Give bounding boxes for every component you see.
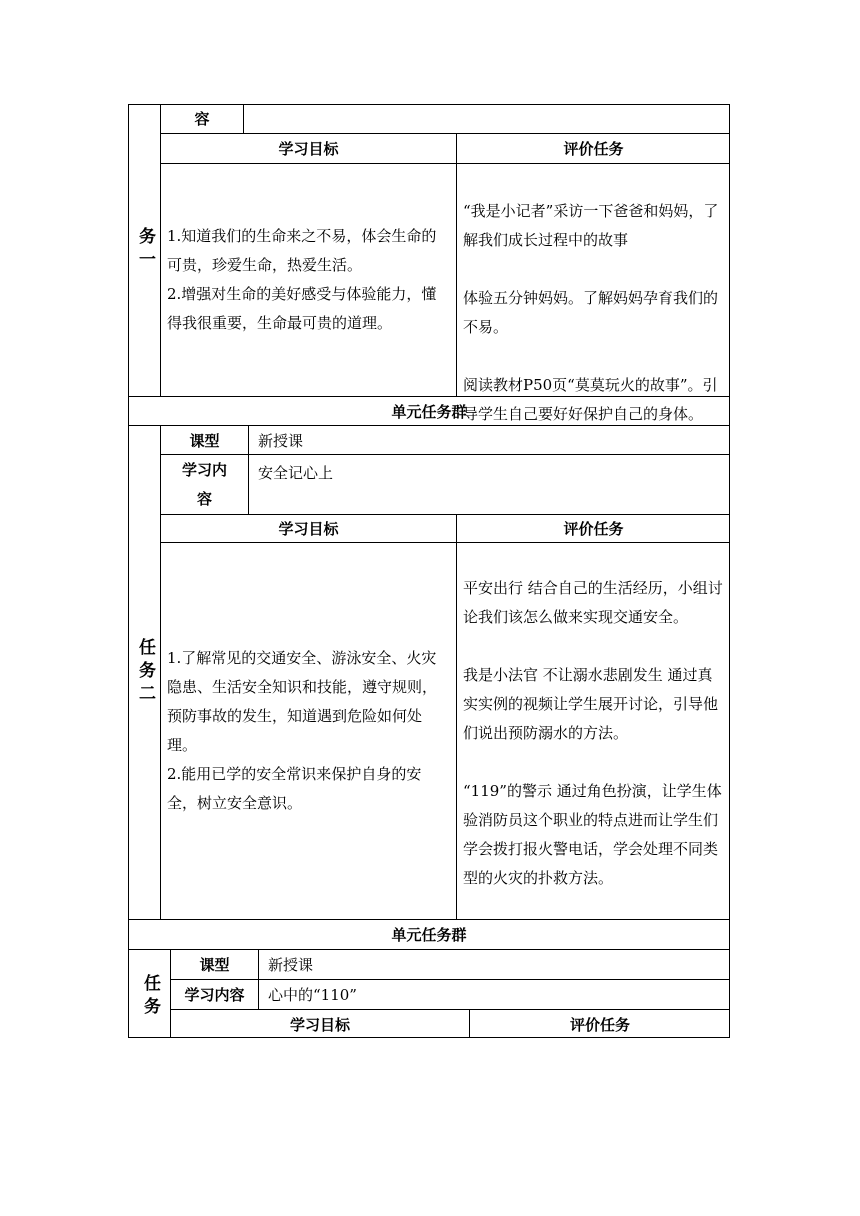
section2-content-label-text: 学习内容	[181, 460, 227, 508]
section2-objectives	[161, 543, 456, 919]
section3-lesson-type-value	[259, 950, 730, 979]
unit-task-group-label	[128, 920, 730, 949]
section3-lesson-type-label	[171, 950, 258, 979]
section3-content-value-text: 心中的“110”	[268, 986, 357, 1004]
section2-content-value	[249, 455, 730, 489]
section2-objectives-header-text: 学习目标	[278, 520, 339, 538]
section2-evaluation	[457, 543, 730, 919]
section3-side-text: 任务	[140, 974, 160, 1020]
section1-evaluation	[457, 164, 730, 423]
section2-lesson-type-value	[249, 426, 730, 454]
section2-objective-item: 2.能用已学的安全常识来保护自身的安全，树立安全意识。	[167, 765, 422, 812]
section1-side-text: 务一	[135, 227, 155, 273]
section2-evaluation-header-text: 评价任务	[563, 520, 624, 538]
section1-evaluation-item: 阅读教材P50页“莫莫玩火的故事”。引导学生自己要好好保护自己的身体。	[463, 376, 718, 423]
section1-objective-item: 1.知道我们的生命来之不易，体会生命的可贵，珍爱生命，热爱生活。	[167, 227, 437, 274]
unit-task-group-label	[128, 397, 730, 425]
divider	[248, 426, 249, 514]
section2-evaluation-item: “119”的警示 通过角色扮演，让学生体验消防员这个职业的特点进而让学生们学会拨打报火警电话，学会处理不同类型的火灾的扑救方法。	[463, 782, 722, 887]
section3-content-label-text: 学习内容	[184, 986, 245, 1004]
section2-objectives-header	[161, 515, 456, 542]
section2-side-label	[128, 426, 161, 919]
section3-objectives-header-text: 学习目标	[289, 1015, 350, 1034]
section2-lesson-type-label-text: 课型	[189, 431, 220, 450]
section2-side-text: 任务二	[135, 638, 155, 707]
unit-task-group-label-text: 单元任务群	[391, 926, 467, 944]
section1-evaluation-header	[457, 134, 730, 163]
section2-evaluation-header	[457, 515, 730, 542]
section3-lesson-type-value-text: 新授课	[268, 956, 314, 974]
section3-evaluation-header-text: 评价任务	[569, 1015, 630, 1034]
section1-content-label	[161, 104, 243, 133]
section1-side-label	[128, 104, 161, 396]
section2-lesson-type-label	[161, 426, 248, 454]
section1-evaluation-header-text: 评价任务	[563, 140, 624, 158]
section3-content-value	[259, 980, 730, 1009]
section3-content-label	[171, 980, 258, 1009]
section3-side-label	[128, 950, 171, 1038]
divider	[258, 950, 259, 1009]
section1-objectives-header-text: 学习目标	[278, 140, 339, 158]
section2-lesson-type-value-text: 新授课	[258, 431, 304, 450]
section2-evaluation-item: 我是小法官 不让溺水悲剧发生 通过真实实例的视频让学生展开讨论，引导他们说出预防溺水的方法。	[463, 666, 719, 742]
section2-evaluation-item: 平安出行 结合自己的生活经历，小组讨论我们该怎么做来实现交通安全。	[463, 579, 723, 626]
section2-content-label	[161, 455, 248, 514]
section1-objectives-header	[161, 134, 456, 163]
section3-objectives-header	[171, 1010, 469, 1038]
section1-evaluation-item: “我是小记者”采访一下爸爸和妈妈，了解我们成长过程中的故事	[463, 202, 719, 249]
section2-content-value-text: 安全记心上	[258, 463, 334, 482]
section1-objectives	[161, 164, 456, 396]
unit-task-group-label-text: 单元任务群	[391, 402, 467, 421]
section1-evaluation-item: 体验五分钟妈妈。了解妈妈孕育我们的不易。	[463, 289, 719, 336]
section2-objective-item: 1.了解常见的交通安全、游泳安全、火灾隐患、生活安全知识和技能，遵守规则，预防事故的发生，知道遇到危险如何处理。	[167, 649, 438, 754]
section3-evaluation-header	[470, 1010, 730, 1038]
section3-lesson-type-label-text: 课型	[199, 956, 230, 974]
divider	[243, 104, 244, 133]
section1-objective-item: 2.增强对生命的美好感受与体验能力，懂得我很重要，生命最可贵的道理。	[167, 285, 437, 332]
section1-content-label-text: 容	[194, 110, 210, 128]
